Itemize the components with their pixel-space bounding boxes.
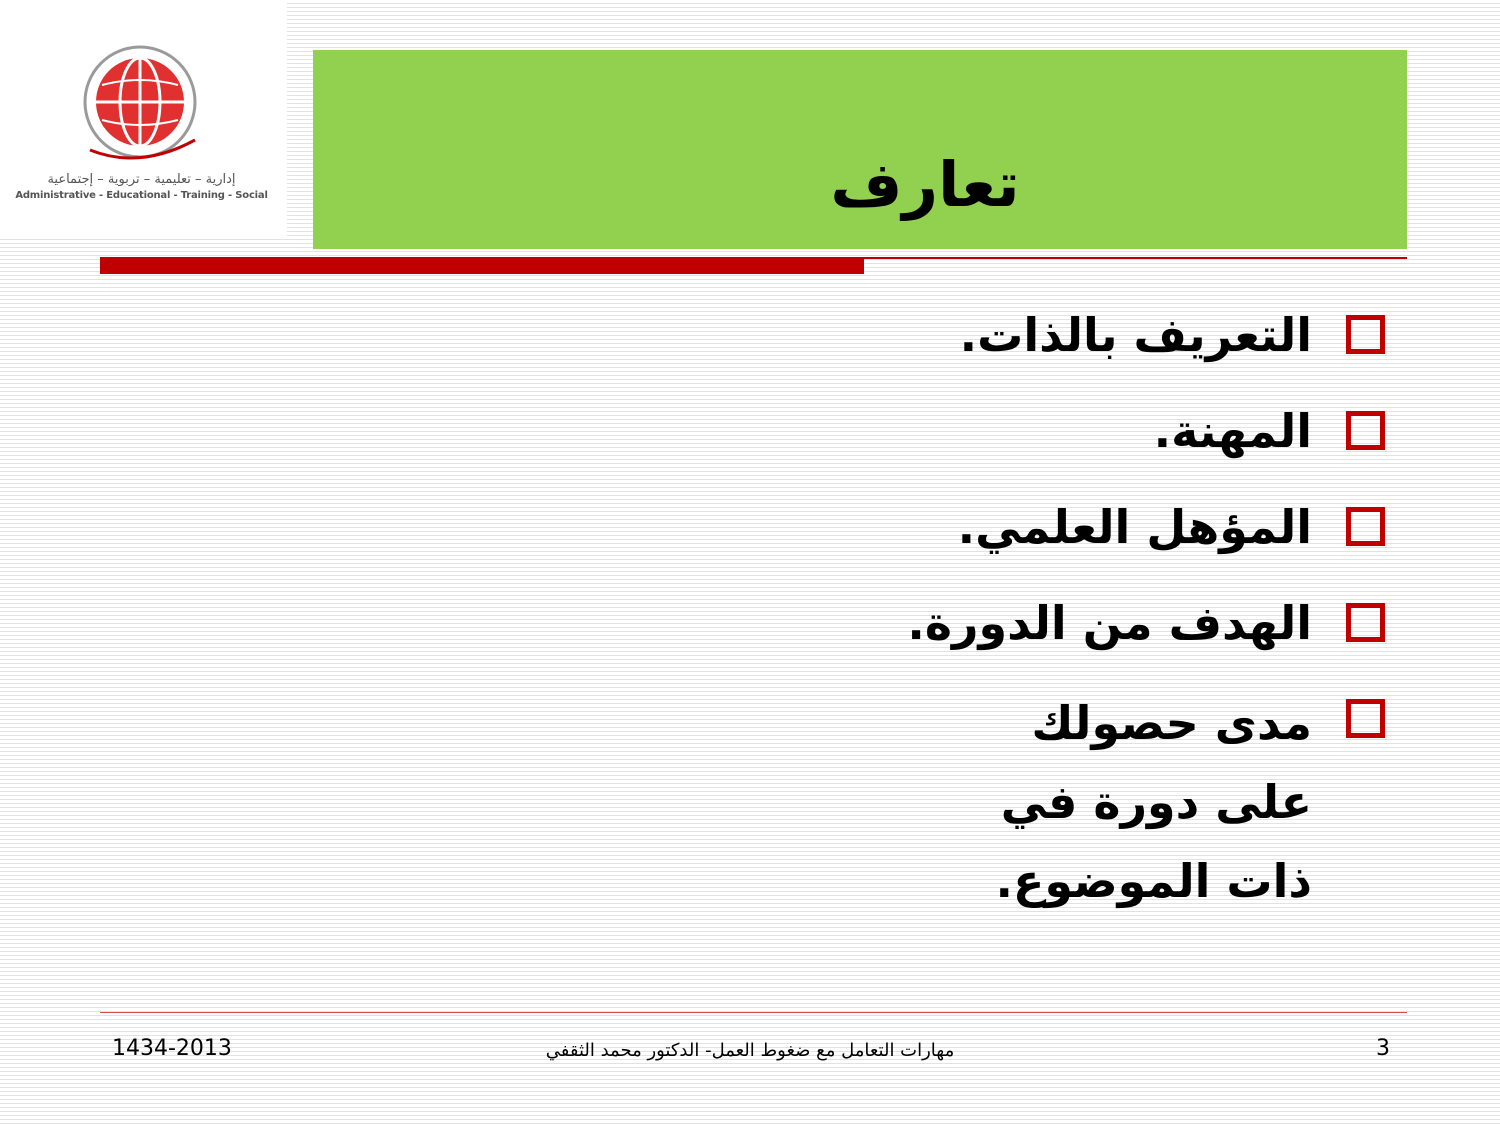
- bullet-item: [765, 396, 1385, 466]
- footer-divider: [100, 1012, 1407, 1013]
- square-bullet-icon: [1346, 411, 1385, 450]
- footer-date: 1434-2013: [112, 1036, 232, 1061]
- bullet-item: [765, 492, 1385, 562]
- red-accent-bar: [100, 257, 864, 274]
- footer-title: مهارات التعامل مع ضغوط العمل- الدكتور محمد الثقفي: [545, 1040, 955, 1061]
- bullet-item: [765, 300, 1385, 370]
- logo-english-tagline: Administrative - Educational - Training - Social: [15, 190, 268, 201]
- square-bullet-icon: [1346, 507, 1385, 546]
- square-bullet-icon: [1346, 315, 1385, 354]
- red-accent-line: [864, 257, 1407, 259]
- slide-title: تعارف: [830, 148, 1020, 221]
- bullet-text: الهدف من الدورة.: [907, 596, 1312, 650]
- bullet-text: التعريف بالذات.: [959, 308, 1312, 362]
- bullet-text: المؤهل العلمي.: [957, 500, 1312, 554]
- logo-arabic-tagline: إدارية – تعليمية – تربوية – إجتماعية: [47, 172, 236, 187]
- logo: [0, 0, 287, 238]
- square-bullet-icon: [1346, 603, 1385, 642]
- bullet-item: [922, 684, 1385, 921]
- bullet-text: مدى حصولك على دورة في ذات الموضوع.: [995, 696, 1312, 908]
- globe-logo-icon: [50, 30, 230, 165]
- bullet-list: [765, 300, 1385, 947]
- bullet-text: المهنة.: [1153, 404, 1312, 458]
- bullet-item: [765, 588, 1385, 658]
- page-number: 3: [1376, 1036, 1390, 1061]
- square-bullet-icon: [1346, 699, 1385, 738]
